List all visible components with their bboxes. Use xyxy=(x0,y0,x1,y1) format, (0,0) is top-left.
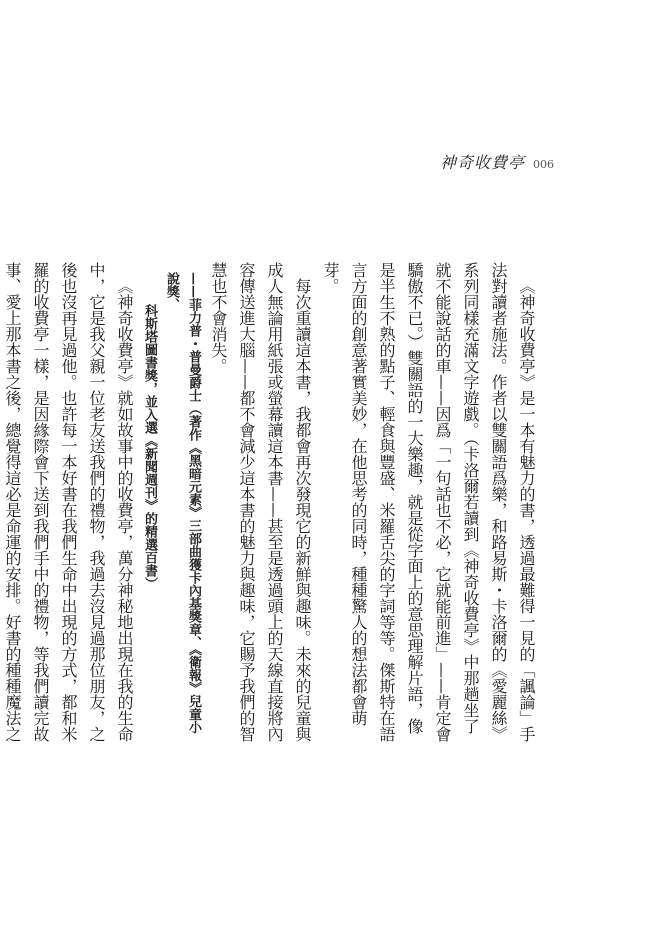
running-title: 神奇收費亭 xyxy=(440,153,526,172)
paragraph-1: 《神奇收費亭》是一本有魅力的書，透過最難得一見的「諷論」手法對讀者施法。作者以雙關語爲樂，和路易斯・卡洛爾的《愛麗絲》系列同樣充滿文字遊戲。（卡洛爾若讀到《神奇收費亭》中那趟坐了就不能說話的車——因爲「一句話也不必，它就能前進」——肯定會驕傲不已。）雙關語的一大樂趣，就是從字面上的意思理解片語，像是半生不熟的點子、輕食與豐盛、米羅舌尖的字詞等等。傑斯特在語言方面的創意著實美妙，在他思考的同時，種種驚人的想法都會萌芽。 xyxy=(321,262,536,742)
running-head xyxy=(440,150,554,173)
attribution-line-1: ——菲力普・普曼爵士（著作《黑暗元素》三部曲獲卡內基獎章、《衛報》兒童小說獎、 xyxy=(164,272,201,734)
page-number: 006 xyxy=(533,158,555,171)
body-text xyxy=(3,262,540,742)
paragraph-2: 每次重讀這本書，我都會再次發現它的新鮮與趣味。未來的兒童與成人無論用紙張或螢幕讀這本書——甚至是透過頭上的天線直接將內容傳送進大腦——都不會減少這本書的魅力與趣味，它賜予我們的智慧也不會消失。 xyxy=(209,262,312,742)
attribution-line-2: 科斯塔圖書獎，並入選《新聞週刊》的精選百書） xyxy=(142,303,157,590)
paragraph-3: 《神奇收費亭》就如故事中的收費亭，萬分神秘地出現在我的生命中，它是我父親一位老友送我們的禮物，我過去沒見過那位朋友，之後也沒再見過他。也許每一本好書在我們生命中出現的方式，都和米羅的收費亭一樣，是因緣際會下送到我們手中的禮物，等我們讀完故事、愛上那本書之後，總覺得這必是命運的安排。好書的種種魔法之 xyxy=(3,262,134,742)
